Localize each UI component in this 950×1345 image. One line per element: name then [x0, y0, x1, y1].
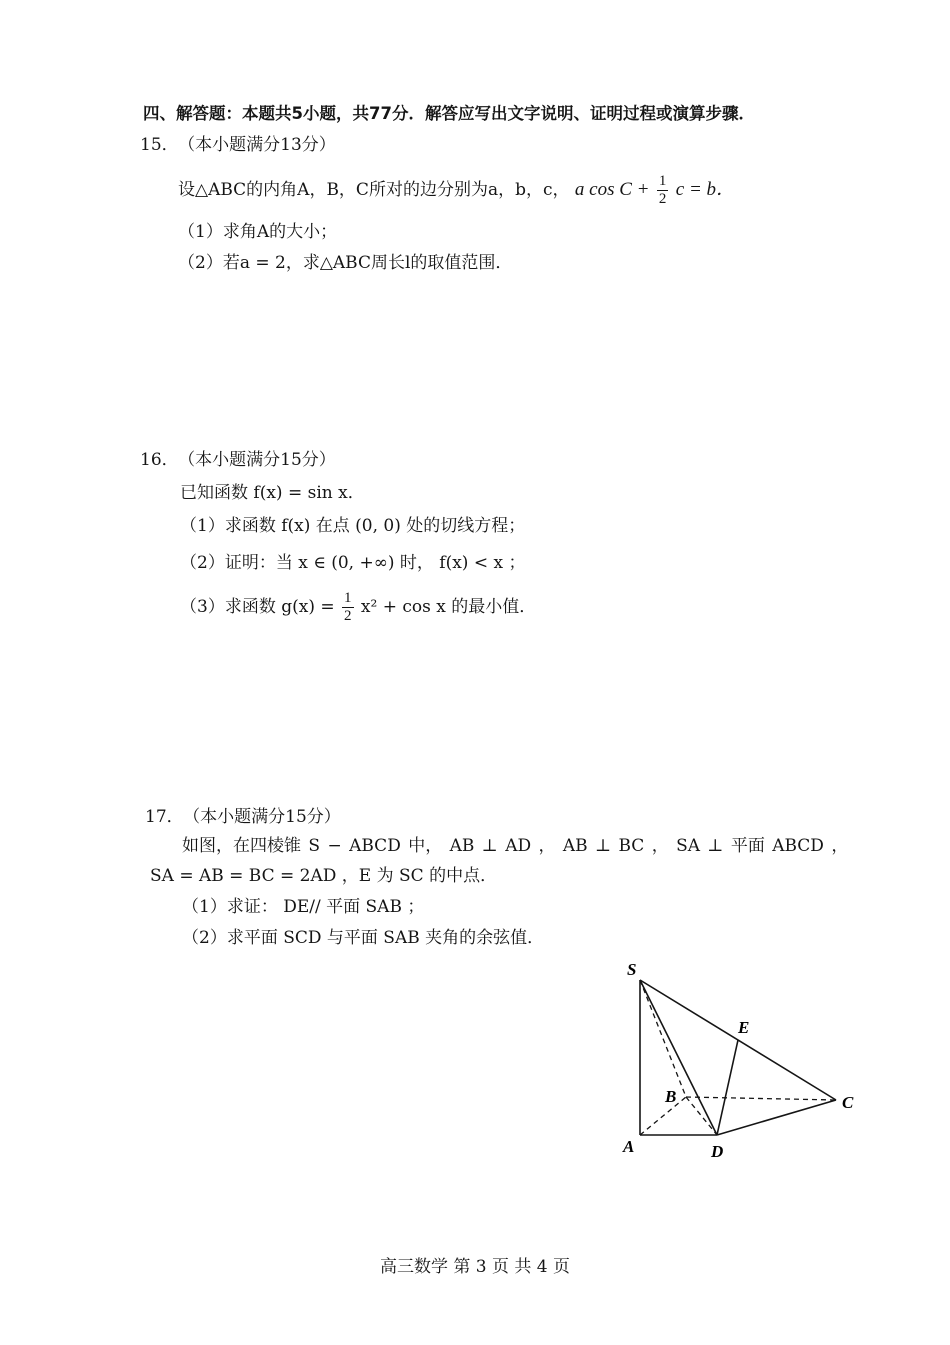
edge-DC [717, 1100, 836, 1135]
q15-fraction-denominator: 2 [658, 191, 667, 207]
edge-BC-hidden [686, 1097, 836, 1100]
q15-part2: （2）若a = 2，求△ABC周长l的取值范围． [178, 253, 513, 273]
q17-number: 17． [145, 807, 184, 827]
q16-fraction-denominator: 2 [344, 608, 352, 624]
q15-number: 15． [140, 135, 179, 155]
q15-header [140, 133, 336, 157]
q16-part3 [180, 585, 536, 629]
q17-header [145, 805, 341, 829]
q17-part1: （1）求证： DE// 平面 SAB ； [182, 897, 425, 917]
section-heading: 四、解答题：本题共5小题，共77分．解答应写出文字说明、证明过程或演算步骤． [143, 104, 755, 123]
edge-SB-hidden [640, 980, 686, 1097]
q15-stem [178, 168, 735, 212]
edge-SC [640, 980, 836, 1100]
q15-score: （本小题满分13分） [186, 135, 336, 155]
label-B: B [665, 1087, 677, 1106]
label-D: D [711, 1142, 724, 1161]
label-A: A [623, 1137, 635, 1156]
label-E: E [738, 1018, 750, 1037]
q16-number: 16． [140, 450, 179, 470]
q16-part3-rest: x² + cos x 的最小值． [360, 597, 537, 617]
q17-part2: （2）求平面 SCD 与平面 SAB 夹角的余弦值． [182, 928, 545, 948]
q16-fraction [342, 590, 354, 625]
q15-equation-left: a cos C + [574, 179, 650, 200]
q16-part3-text: （3）求函数 g(x) = [180, 597, 335, 617]
q15-equation-right: c = b． [675, 179, 736, 200]
edge-BD-hidden [686, 1097, 717, 1135]
q15-fraction-numerator: 1 [658, 173, 667, 189]
q17-score: （本小题满分15分） [191, 807, 341, 827]
q17-stem-line1: 如图，在四棱锥 S − ABCD 中， AB ⊥ AD ， AB ⊥ BC ， SA ⊥ 平面 ABCD ， [182, 836, 849, 856]
q16-part2: （2）证明：当 x ∈ (0, +∞) 时， f(x) < x ； [180, 553, 526, 573]
q15-fraction [657, 173, 669, 208]
label-S: S [627, 960, 637, 979]
edge-SD [640, 980, 717, 1135]
q15-stem-text: 设△ABC的内角A，B，C所对的边分别为a，b，c， [178, 180, 570, 200]
edge-AB-hidden [640, 1097, 686, 1135]
label-C: C [842, 1093, 854, 1112]
q16-fraction-numerator: 1 [344, 590, 352, 606]
q16-part1: （1）求函数 f(x) 在点 (0, 0) 处的切线方程； [180, 516, 526, 536]
page-footer: 高三数学 第 3 页 共 4 页 [379, 1257, 571, 1277]
q15-part1: （1）求角A的大小； [178, 222, 338, 242]
q16-stem: 已知函数 f(x) = sin x． [180, 483, 365, 503]
q16-score: （本小题满分15分） [186, 450, 336, 470]
q17-stem-line2: SA = AB = BC = 2AD ，E 为 SC 的中点． [150, 866, 498, 886]
edge-DE [717, 1040, 738, 1135]
q16-header [140, 448, 336, 472]
